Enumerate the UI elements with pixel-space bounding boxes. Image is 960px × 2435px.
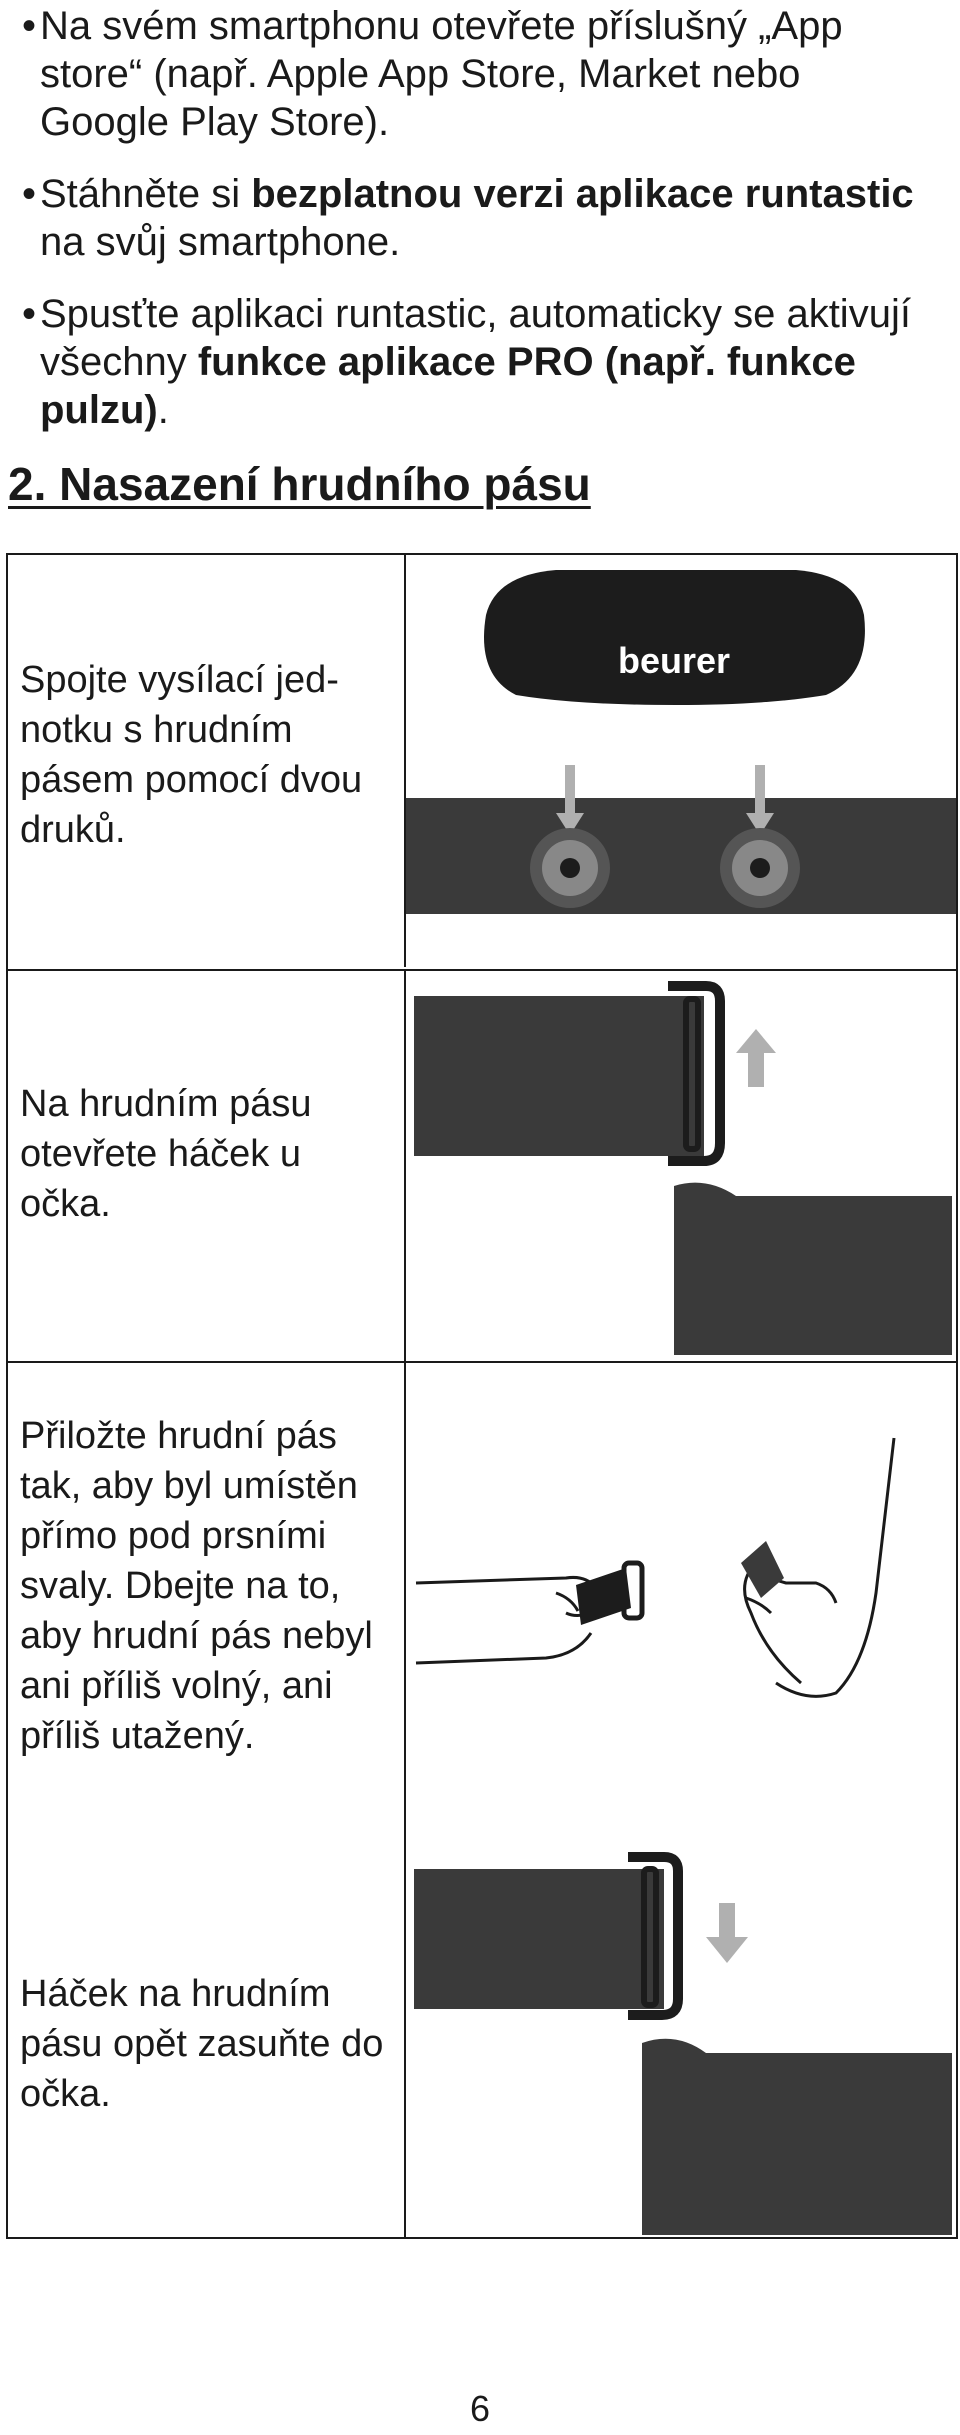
instruction-table xyxy=(6,553,958,2239)
hook-open-illustration xyxy=(406,971,956,1361)
step-row xyxy=(8,969,956,1361)
step-text: Háček na hrudním pásu opět zasuňte do očka. xyxy=(20,1973,384,2115)
transmitter-unit xyxy=(484,570,865,705)
hands-strap-illustration xyxy=(406,1363,956,2237)
arrow-up-icon xyxy=(736,1029,776,1087)
bullet-dot-icon: • xyxy=(22,4,37,48)
strap-end xyxy=(414,996,704,1156)
chest-strap xyxy=(406,798,956,914)
step-text: Spojte vysílací jednotku s hrudním pásem pomocí dvou druků. xyxy=(20,659,363,851)
step-row xyxy=(8,1361,956,2237)
strap-eyelet-end xyxy=(642,2039,952,2235)
bullet-text: Spusťte aplikaci runtastic, automaticky se aktivují všechny funkce aplikace PRO (např. funkce pulzu). xyxy=(40,292,911,432)
brand-logo: beurer xyxy=(617,640,731,681)
step-text: Na hrudním pásu otevřete háček u očka. xyxy=(20,1083,312,1225)
step-row xyxy=(8,555,956,967)
section-heading: 2. Nasazení hrudního pásu xyxy=(8,458,591,510)
device-attach-illustration xyxy=(406,555,956,967)
bluetooth-label: Bluetooth xyxy=(638,716,732,738)
strap-end xyxy=(414,1869,664,2009)
arrow-down-icon xyxy=(706,1903,748,1963)
bluetooth-sub: SMART xyxy=(726,739,758,749)
bullet-dot-icon: • xyxy=(22,172,37,216)
step-text: Přiložte hrudní pás tak, aby byl umístěn přímo pod prsními svaly. Dbejte na to, aby hrudní pás nebyl ani příliš volný, ani příliš utažený. xyxy=(20,1415,373,1757)
page-number: 6 xyxy=(469,2388,491,2429)
bullet-text: Stáhněte si bezplatnou verzi aplikace runtastic na svůj smartphone. xyxy=(40,172,914,264)
hands-drawing xyxy=(416,1438,894,1696)
bullet-dot-icon: • xyxy=(22,292,37,336)
snap-button-icon xyxy=(530,828,610,908)
snap-button-icon xyxy=(720,828,800,908)
strap-eyelet-end xyxy=(741,1541,784,1598)
bluetooth-icon xyxy=(615,716,633,734)
bullet-text: Na svém smartphonu otevřete příslušný „App store“ (např. Apple App Store, Market nebo Google Play Store). xyxy=(40,4,843,144)
strap-eyelet-end xyxy=(674,1183,952,1355)
